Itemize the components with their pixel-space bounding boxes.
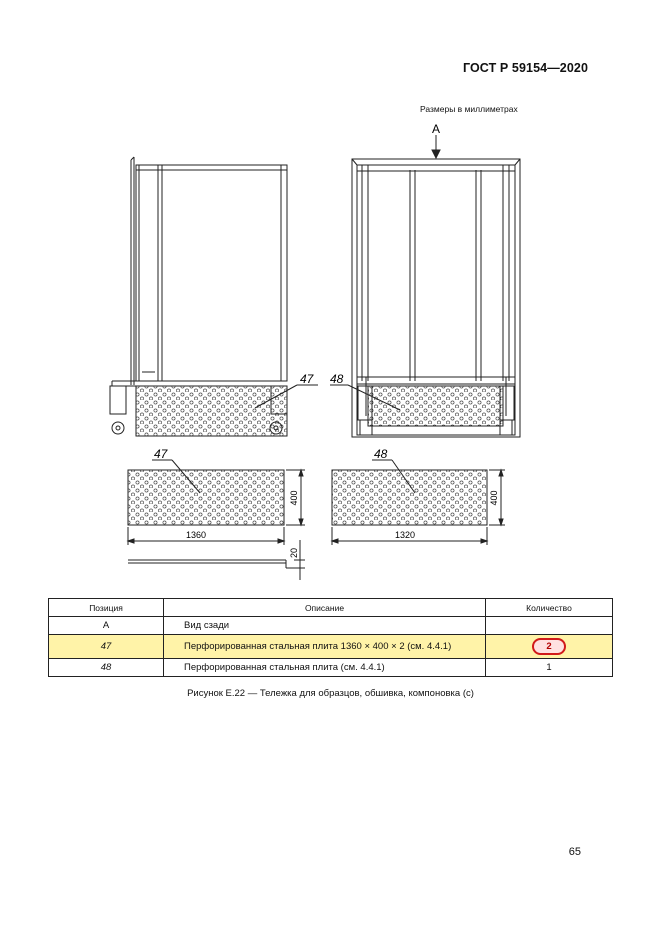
- figure-caption: Рисунок Е.22 — Тележка для образцов, обшивка, компоновка (с): [187, 688, 474, 699]
- plate47-width-dim: 1360: [185, 530, 207, 540]
- row-position: 47: [49, 635, 164, 659]
- thickness-detail-dim: 20: [289, 547, 299, 559]
- table-row: [49, 659, 613, 677]
- row-position: A: [49, 617, 164, 635]
- row-description: Перфорированная стальная плита 1360 × 400 × 2 (см. 4.4.1): [164, 635, 486, 659]
- standard-number: ГОСТ Р 59154—2020: [462, 61, 588, 75]
- callout-47-plate: 47: [154, 447, 168, 461]
- row-quantity-key: [486, 635, 613, 659]
- parts-table: [48, 598, 613, 677]
- side-view: [110, 157, 318, 436]
- dimensions-note: Размеры в миллиметрах: [420, 104, 518, 114]
- callout-48-rear: 48: [330, 372, 344, 386]
- header-position: Позиция: [49, 599, 164, 617]
- view-letter: A: [432, 122, 441, 136]
- plate47-height-dim: 400: [289, 490, 299, 506]
- row-description: Вид сзади: [164, 617, 486, 635]
- callout-48-plate: 48: [374, 447, 388, 461]
- header-description: Описание: [164, 599, 486, 617]
- row-position: 48: [49, 659, 164, 677]
- plate48-height-dim: 400: [489, 490, 499, 506]
- plate-47-drawing: [128, 460, 305, 580]
- callout-47-side: 47: [300, 372, 314, 386]
- row-quantity: [486, 617, 613, 635]
- row-quantity: 1: [486, 659, 613, 677]
- table-row: [49, 617, 613, 635]
- header-quantity: Количество: [486, 599, 613, 617]
- row-description: Перфорированная стальная плита (см. 4.4.1): [164, 659, 486, 677]
- plate-48-drawing: [332, 460, 505, 545]
- table-header-row: [49, 599, 613, 617]
- page-number: 65: [568, 846, 581, 858]
- key-value-badge: 2: [532, 638, 566, 655]
- rear-view: [330, 135, 520, 437]
- plate48-width-dim: 1320: [394, 530, 416, 540]
- table-row-highlighted: [49, 635, 613, 659]
